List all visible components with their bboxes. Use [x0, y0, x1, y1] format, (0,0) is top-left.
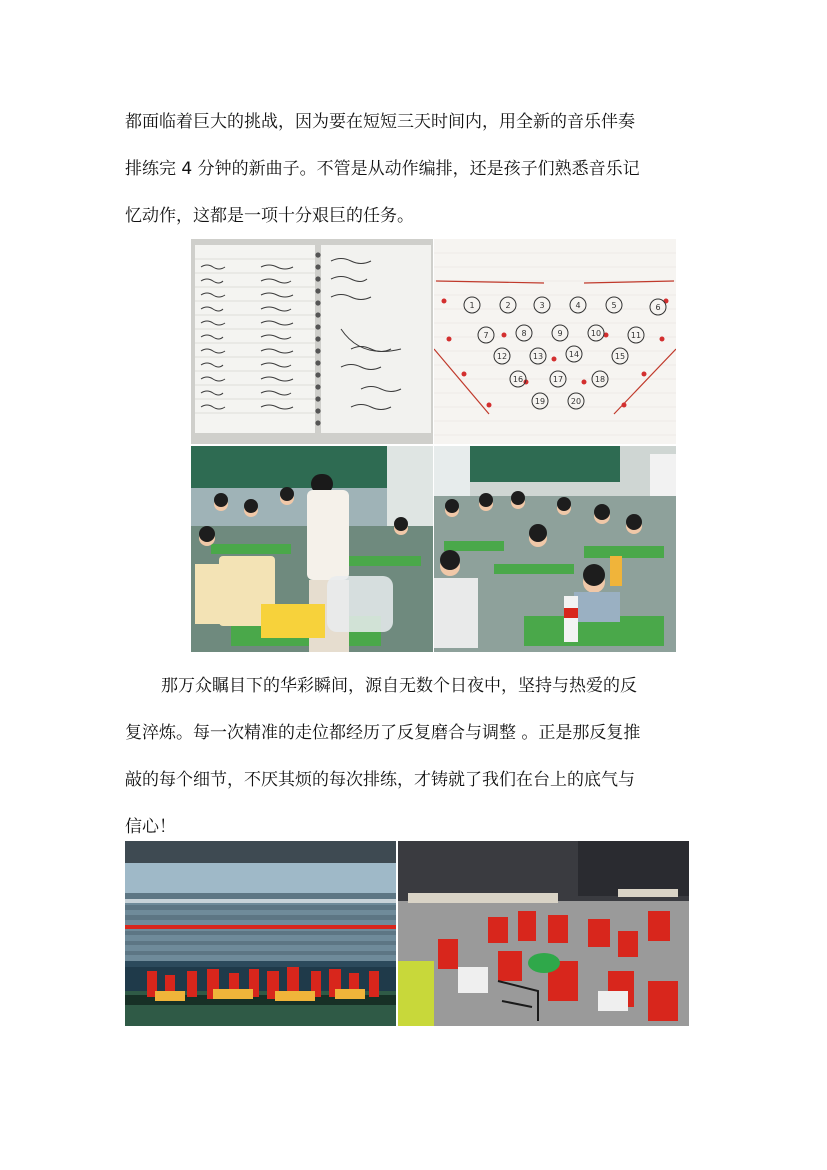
formation-number: 17: [552, 375, 564, 384]
formation-number: 6: [655, 303, 661, 312]
formation-number: 16: [512, 375, 524, 384]
formation-number: 1: [469, 301, 475, 310]
formation-number: 7: [483, 331, 489, 340]
formation-number: 9: [557, 329, 563, 338]
text-line: 排练完 4 分钟的新曲子。不管是从动作编排，还是孩子们熟悉音乐记: [125, 159, 640, 179]
photo-backstage-rest: [398, 841, 689, 1026]
text-line: 敲的每个细节，不厌其烦的每次排练，才铸就了我们在台上的底气与: [125, 770, 635, 790]
text-line: 那万众瞩目下的华彩瞬间，源自无数个日夜中，坚持与热爱的反: [161, 676, 637, 696]
formation-number: 12: [496, 352, 508, 361]
formation-number: 5: [611, 301, 617, 310]
text-line: 都面临着巨大的挑战，因为要在短短三天时间内，用全新的音乐伴奏: [125, 112, 635, 132]
photo-classroom-eating: [434, 446, 676, 652]
paragraph-intro: [125, 108, 700, 231]
formation-number: 8: [521, 329, 527, 338]
formation-number: 18: [594, 375, 606, 384]
formation-number: 2: [505, 301, 511, 310]
formation-number: 11: [630, 331, 642, 340]
text-line: 复淬炼。每一次精准的走位都经历了反复磨合与调整 。正是那反复推: [125, 723, 641, 743]
formation-number: 19: [534, 397, 546, 406]
formation-number: 3: [539, 301, 545, 310]
text-line: 忆动作，这都是一项十分艰巨的任务。: [125, 206, 414, 226]
text-line: 信心！: [125, 817, 176, 837]
photo-notebook-notes: [191, 239, 433, 444]
formation-number: 14: [568, 350, 580, 359]
photo-stadium-performance: [125, 841, 396, 1026]
formation-number: 4: [575, 301, 581, 310]
paragraph-reflection: [125, 672, 700, 842]
photo-classroom-meal-prep: [191, 446, 433, 652]
formation-number: 20: [570, 397, 582, 406]
formation-number: 10: [590, 329, 602, 338]
formation-number: 15: [614, 352, 626, 361]
photo-formation-chart: [434, 239, 676, 444]
formation-number: 13: [532, 352, 544, 361]
